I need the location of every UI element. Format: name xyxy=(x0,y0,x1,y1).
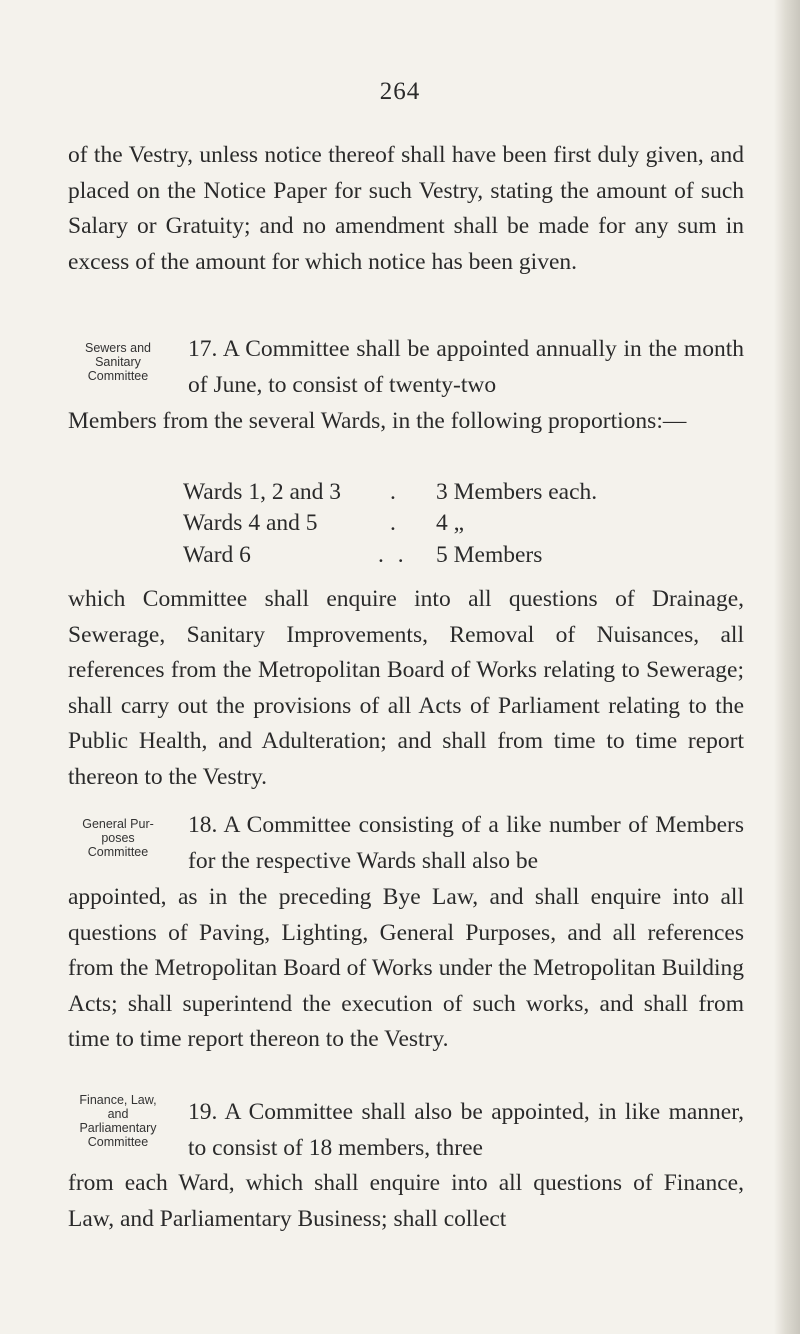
margin-note-line: and xyxy=(107,1107,129,1121)
margin-note-line: poses xyxy=(101,831,135,845)
margin-note-line: Sewers and xyxy=(84,341,151,355)
paragraph-text: of the Vestry, unless notice thereof shall have been first duly given, and placed on the Notice Paper for such Vestry, stating the amount of such Salary or Gratuity; and no amendment shall be made for any sum in excess of the amount for which notice has been given. xyxy=(68,142,744,275)
section-19-first-lines xyxy=(188,1095,744,1166)
table-cell-wards: Wards 1, 2 and 3 xyxy=(183,479,342,505)
table-cell-members: 3 Members each. xyxy=(436,479,598,505)
section-17-rest xyxy=(68,404,744,440)
table-cell-wards: Ward 6 xyxy=(183,542,251,568)
margin-note-line: Committee xyxy=(87,369,149,383)
margin-note-line: Committee xyxy=(87,845,149,859)
section-19-rest xyxy=(68,1166,744,1237)
margin-note-finance xyxy=(54,1093,182,1149)
paragraph-text: 18. A Committee consisting of a like number of Members for the respective Wards shall also be xyxy=(188,812,744,874)
paragraph-text: which Committee shall enquire into all questions of Drainage, Sewerage, Sanitary Improvements, Removal of Nuisances, all references from the Metropolitan Board of Works relating to Sewerage; shall carry out the provisions of all Acts of Parliament relating to the Public Health, and Adulteration; and shall from time to time report thereon to the Vestry. xyxy=(68,586,744,790)
margin-note-line: Parliamentary xyxy=(79,1121,157,1135)
table-cell-dots: . xyxy=(390,510,400,536)
margin-note-line: Finance, Law, xyxy=(79,1093,157,1107)
margin-note-line: Committee xyxy=(87,1135,149,1149)
paragraph-text: 19. A Committee shall also be appointed, in like manner, to consist of 18 members, three xyxy=(188,1099,744,1161)
table-cell-members: 5 Members xyxy=(436,542,543,568)
table-cell-dots: . xyxy=(390,479,400,505)
table-cell-members: 4 „ xyxy=(436,510,465,536)
margin-note-line: Sanitary xyxy=(95,355,141,369)
section-17-first-lines xyxy=(188,332,744,403)
paragraph-text: from each Ward, which shall enquire into all questions of Finance, Law, and Parliamentary Business; shall collect xyxy=(68,1170,744,1232)
margin-note-general xyxy=(54,817,182,859)
margin-note-line: General Pur- xyxy=(82,817,154,831)
paragraph-text: appointed, as in the preceding Bye Law, and shall enquire into all questions of Paving, Lighting, General Purposes, and all references from the Metropolitan Board of Works under the Metropolitan Building Acts; shall superintend the execution of such works, and shall from time to time report thereon to the Vestry. xyxy=(68,884,744,1053)
table-cell-dots: . . xyxy=(378,542,408,568)
table-cell-wards: Wards 4 and 5 xyxy=(183,510,318,536)
paragraph-text: 17. A Committee shall be appointed annually in the month of June, to consist of twenty-two xyxy=(188,336,744,398)
paragraph-opening xyxy=(68,138,744,280)
paragraph-text: Members from the several Wards, in the following proportions:— xyxy=(68,408,687,434)
section-17-after-table xyxy=(68,582,744,796)
margin-note-sewers xyxy=(54,341,182,383)
page-edge-shadow xyxy=(774,0,800,1334)
section-18-first-lines xyxy=(188,808,744,879)
section-18-rest xyxy=(68,880,744,1058)
page-number: 264 xyxy=(379,78,421,105)
